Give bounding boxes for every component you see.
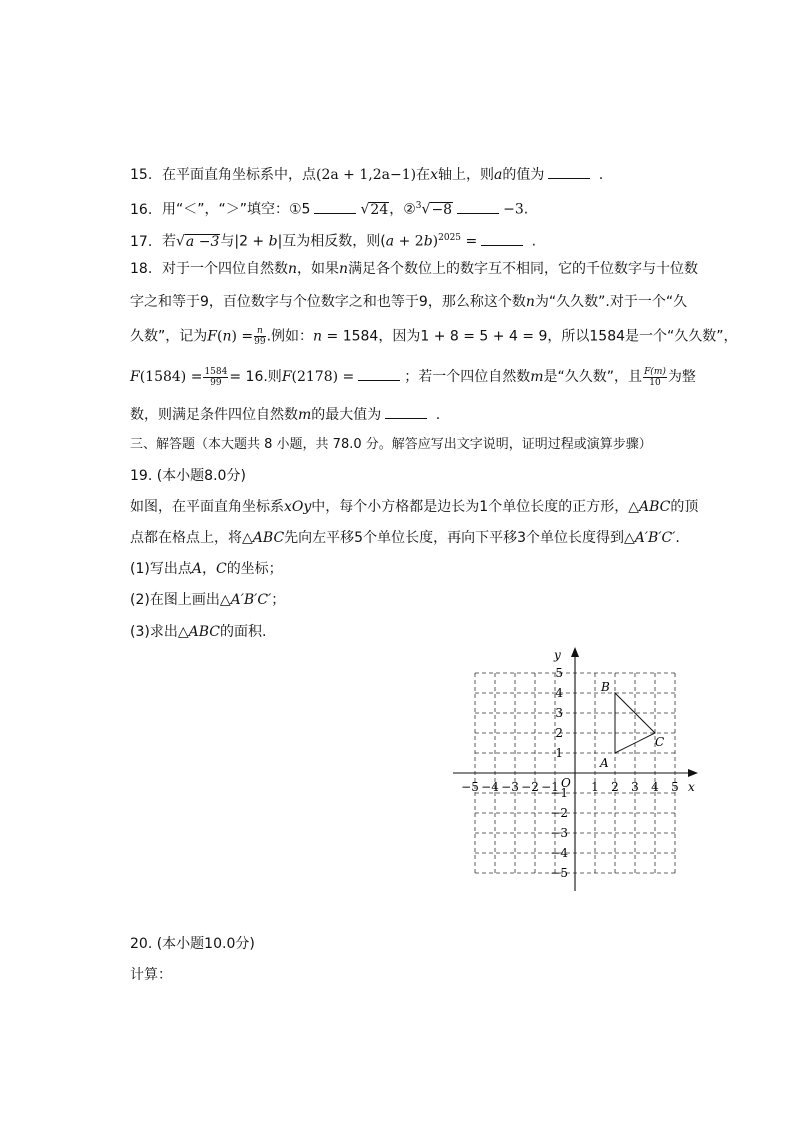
question-18-line-3: 久数”，记为F(n) = $\frac{n}{99}$ .例如：n = 1584，因为1 + 8 = 5 + 4 = 9，所以1584是一个“久久数”， xyxy=(130,326,738,347)
fraction-n-over-99: $\frac{n}{99}$ xyxy=(254,326,266,347)
answer-blank xyxy=(385,404,427,419)
y-tick: 1 xyxy=(555,746,563,760)
y-tick: −3 xyxy=(550,826,568,840)
answer-blank xyxy=(548,164,590,179)
y-tick: −5 xyxy=(550,866,568,880)
origin-label: O xyxy=(561,776,571,790)
x-axis-label: x xyxy=(688,780,695,794)
x-tick: −4 xyxy=(481,780,499,794)
x-tick: 2 xyxy=(611,780,619,794)
y-tick: 2 xyxy=(555,726,563,740)
question-19-sub-3: (3)求出△ABC的面积. xyxy=(130,624,267,640)
x-tick: 3 xyxy=(631,780,639,794)
question-18-line-5: 数，则满足条件四位自然数m的最大值为 . xyxy=(130,404,440,425)
x-tick: −1 xyxy=(541,780,559,794)
question-number: 16. xyxy=(130,201,153,218)
y-tick: 3 xyxy=(555,706,563,720)
y-tick: 4 xyxy=(555,686,563,700)
answer-blank xyxy=(457,199,499,214)
x-tick: 4 xyxy=(651,780,659,794)
question-19-paragraph-1: 如图，在平面直角坐标系xOy中，每个小方格都是边长为1个单位长度的正方形，△ABC的顶 xyxy=(130,499,699,515)
point-b-label: B xyxy=(601,680,610,694)
y-tick: −4 xyxy=(550,846,568,860)
coordinate-grid-figure xyxy=(450,645,710,895)
question-20-body: 计算： xyxy=(130,967,172,983)
question-15: 15. 在平面直角坐标系中，点(2a + 1,2a−1)在x轴上，则a的值为 . xyxy=(130,164,603,185)
point-a-label: A xyxy=(600,756,609,770)
section-heading: 三、解答题（本大题共 8 小题，共 78.0 分。解答应写出文字说明，证明过程或演算步骤） xyxy=(130,437,652,452)
x-tick: −5 xyxy=(461,780,479,794)
answer-blank xyxy=(314,199,356,214)
question-19-paragraph-2: 点都在格点上，将△ABC先向左平移5个单位长度，再向下平移3个单位长度得到△A′B′C′. xyxy=(130,530,680,546)
question-number: 17. xyxy=(130,233,153,250)
answer-blank xyxy=(481,231,523,246)
question-17: 17. 若√a −3与|2 + b|互为相反数，则$(a + 2b)^{2025}$ = . xyxy=(130,228,536,252)
y-tick: −1 xyxy=(550,786,568,800)
y-tick: 5 xyxy=(555,666,563,680)
y-axis-label: y xyxy=(554,648,561,662)
x-tick: −3 xyxy=(501,780,519,794)
axes xyxy=(453,653,692,891)
question-number: 18. xyxy=(130,261,153,277)
question-19-sub-2: (2)在图上画出△A′B′C′； xyxy=(130,592,286,608)
question-16: 16. 用“＜”，“＞”填空：①5 √24，②$^3$√−8 −3. xyxy=(130,196,528,220)
x-tick: 1 xyxy=(591,780,599,794)
question-19-sub-1: (1)写出点A，C的坐标； xyxy=(130,561,283,577)
question-18-line-1: 18. 对于一个四位自然数n，如果n满足各个数位上的数字互不相同，它的千位数字与十位数 xyxy=(130,261,699,277)
x-tick: −2 xyxy=(521,780,539,794)
question-18-line-2: 字之和等于9，百位数字与个位数字之和也等于9，那么称这个数n为“久久数”.对于一个“久 xyxy=(130,294,688,310)
question-18-line-4: F(1584) = $\frac{1584}{99}$ = 16.则F(2178) = ；若一个四位自然数m是“久久数”，且 $\frac{F(m)}{10}$ 为整 xyxy=(130,366,696,388)
question-19-header: 19. (本小题8.0分) xyxy=(130,468,246,484)
question-number: 15. xyxy=(130,167,153,183)
answer-blank xyxy=(358,366,400,381)
fraction-fm-over-10: $\frac{F(m)}{10}$ xyxy=(644,366,666,388)
x-axis-arrow-icon xyxy=(688,769,698,777)
x-tick: 5 xyxy=(671,780,679,794)
y-axis-arrow-icon xyxy=(571,647,579,657)
point-c-label: C xyxy=(655,735,665,749)
question-20-header: 20. (本小题10.0分) xyxy=(130,936,255,952)
y-tick: −2 xyxy=(550,806,568,820)
fraction-1584-over-99: $\frac{1584}{99}$ xyxy=(204,366,228,388)
